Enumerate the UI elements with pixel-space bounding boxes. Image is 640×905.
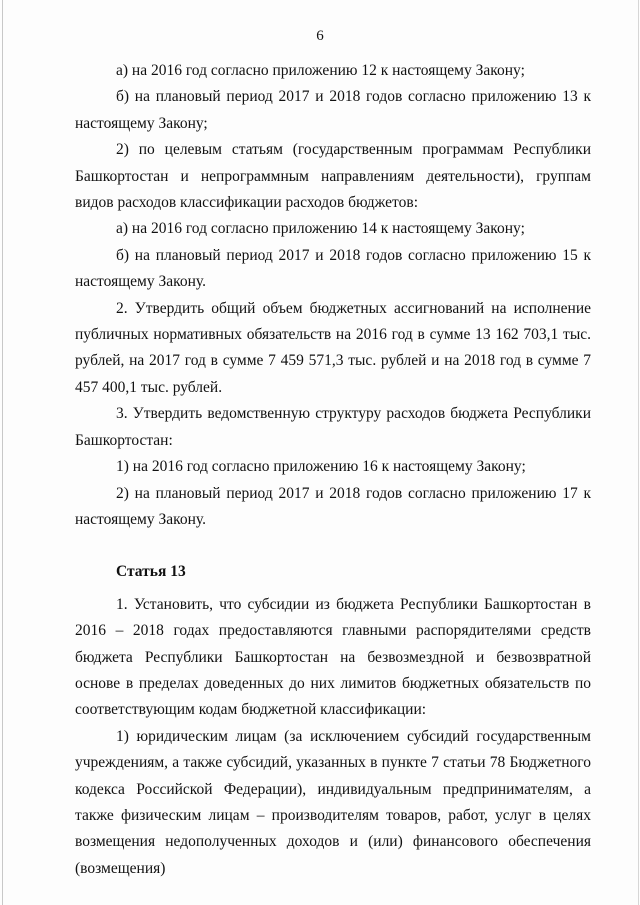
scan-edge-left: [2, 0, 3, 905]
paragraph: 2. Утвердить общий объем бюджетных ассигнований на исполнение публичных нормативных обязательств на 2016 год в сумме 13 162 703,1 тыс. рублей, на 2017 год в сумме 7 459 571,3 тыс. рублей и на 2018 год в сумме 7 457 400,1 тыс. рублей.: [75, 299, 591, 396]
paragraph: б) на плановый период 2017 и 2018 годов согласно приложению 13 к настоящему Закону;: [75, 88, 591, 132]
scan-edge-right: [638, 0, 639, 905]
document-body: [75, 58, 591, 882]
paragraph: 1) юридическим лицам (за исключением субсидий государственным учреждениям, а также субсидий, указанных в пункте 7 статьи 78 Бюджетного кодекса Российской Федерации), индивидуальным предпринимателям, а также физическим лицам – производителям товаров, работ, услуг в целях возмещения недополученных доходов и (или) финансового обеспечения (возмещения): [75, 727, 591, 877]
article-heading: Статья 13: [116, 563, 186, 581]
paragraph: 1) на 2016 год согласно приложению 16 к настоящему Закону;: [116, 458, 526, 476]
paragraph: 1. Установить, что субсидии из бюджета Республики Башкортостан в 2016 – 2018 годах предоставляются главными распорядителями средств бюджета Республики Башкортостан на безвозмездной и безвозвратной основе в пределах доведенных до них лимитов бюджетных обязательств по соответствующим кодам бюджетной классификации:: [75, 595, 591, 719]
paragraph: 3. Утвердить ведомственную структуру расходов бюджета Республики Башкортостан:: [75, 405, 591, 449]
paragraph: а) на 2016 год согласно приложению 14 к настоящему Закону;: [116, 220, 525, 238]
paragraph: а) на 2016 год согласно приложению 12 к настоящему Закону;: [116, 62, 525, 79]
page-number: 6: [316, 28, 324, 44]
paragraph: 2) на плановый период 2017 и 2018 годов согласно приложению 17 к настоящему Закону.: [75, 484, 591, 528]
paragraph: 2) по целевым статьям (государственным программам Республики Башкортостан и непрограммным направлениям деятельности), группам видов расходов классификации расходов бюджетов:: [75, 141, 591, 212]
paragraph: б) на плановый период 2017 и 2018 годов согласно приложению 15 к настоящему Закону.: [75, 246, 591, 291]
